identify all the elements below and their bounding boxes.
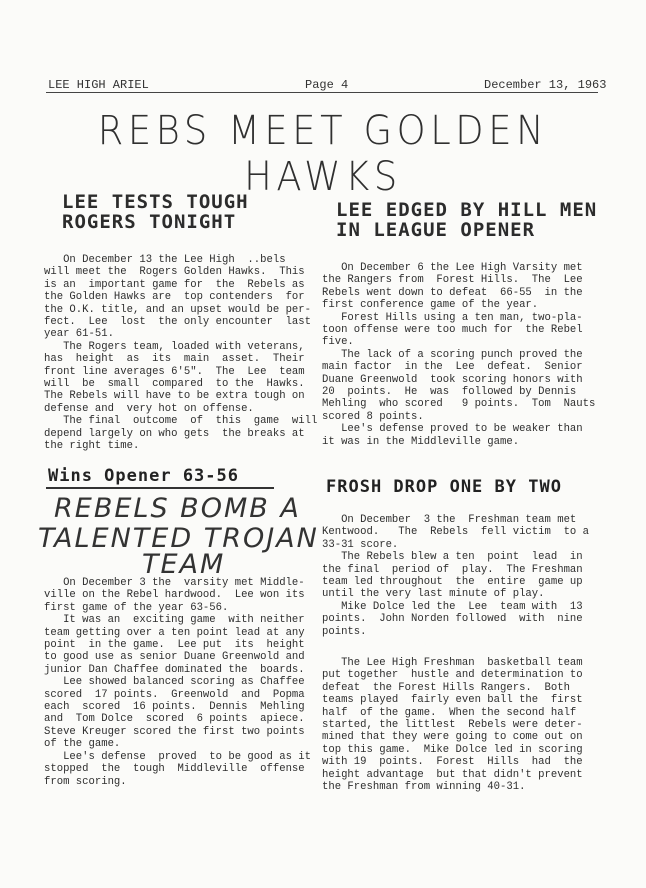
article-line: scored 17 points. Greenwold and Popma (44, 688, 305, 701)
article-line: to good use as senior Duane Greenwold and (44, 651, 305, 664)
article-line: On December 3 the Freshman team met (322, 514, 577, 526)
article-line: until the very last minute of play. (322, 588, 545, 601)
article-line: The lack of a scoring punch proved the (322, 348, 583, 361)
article-line: Steve Kreuger scored the first two points (44, 725, 305, 738)
article-line: half of the game. When the second half (322, 706, 577, 719)
paper-name: LEE HIGH ARIEL (48, 78, 149, 92)
article-line: the final period of play. The Freshman (322, 563, 583, 576)
article-line: height advantage but that didn't prevent (322, 768, 583, 781)
trojan-headline-line-3: TEAM (142, 549, 226, 580)
article-line: It was an exciting game with neither (44, 614, 305, 627)
article-line: has height as its main asset. Their (44, 353, 305, 366)
article-line: the Freshman from winning 40-31. (322, 781, 526, 794)
rogers-article-body (44, 254, 317, 453)
page-number: Page 4 (305, 78, 349, 92)
trojan-kicker: Wins Opener 63-56 (48, 466, 239, 486)
article-line: is an important game for the Rebels as (44, 278, 305, 291)
article-line: The Rebels blew a ten point lead in (322, 551, 583, 564)
forest-hills-article-body (322, 262, 595, 448)
article-line: depend largely on who gets the breaks at (44, 427, 305, 440)
article-line: defense and very hot on offense. (44, 402, 254, 415)
article-line: On December 6 the Lee High Varsity met (322, 262, 583, 274)
article-line: Kentwood. The Rebels fell victim to a (322, 526, 590, 539)
trojan-headline-line-2: TALENTED TROJAN (38, 523, 319, 554)
article-line: top this game. Mike Dolce led in scoring (322, 743, 583, 756)
article-line: points. John Norden followed with nine (322, 613, 583, 626)
article-line: ville on the Rebel hardwood. Lee won its (44, 589, 305, 602)
article-line: the Rangers from Forest Hills. The Lee (322, 274, 583, 287)
article-line: five. (322, 336, 354, 349)
article-line: mined that they were going to come out on (322, 731, 583, 744)
article-line: year 61-51. (44, 328, 114, 341)
frosh-article-body-2 (322, 657, 583, 793)
article-line: stopped the tough Middleville offense (44, 763, 305, 776)
rogers-headline (62, 192, 249, 232)
article-line: it was in the Middleville game. (322, 435, 520, 448)
article-line: first conference game of the year. (322, 299, 539, 312)
trojan-article-body (44, 577, 311, 788)
article-line: with 19 points. Forest Hills had the (322, 756, 583, 769)
article-line: Lee's defense proved to be weaker than (322, 423, 583, 436)
article-line: of the game. (44, 738, 121, 751)
article-line: front line averages 6'5". The Lee team (44, 365, 305, 378)
article-line: On December 13 the Lee High ..bels (44, 254, 286, 266)
article-line: Mike Dolce led the Lee team with 13 (322, 600, 583, 613)
article-line: The Lee High Freshman basketball team (322, 657, 583, 669)
article-line: toon offense were too much for the Rebel (322, 324, 583, 337)
article-line: 20 points. He was followed by Dennis (322, 386, 577, 399)
article-line: teams played fairly even ball the first (322, 694, 583, 707)
forest-hills-headline (336, 200, 597, 240)
article-line: the O.K. title, and an upset would be per- (44, 303, 312, 316)
article-line: each scored 16 points. Dennis Mehling (44, 701, 305, 714)
rogers-headline-line-1: LEE TESTS TOUGH (62, 191, 249, 213)
article-line: from scoring. (44, 775, 127, 788)
trojan-headline-line-1: REBELS BOMB A (54, 493, 301, 524)
article-line: The final outcome of this game will (44, 415, 318, 428)
article-line: will meet the Rogers Golden Hawks. This (44, 266, 305, 279)
article-line: On December 3 the varsity met Middle- (44, 577, 305, 589)
article-line: the Golden Hawks are top contenders for (44, 291, 305, 304)
article-line: Duane Greenwold took scoring honors with (322, 373, 583, 386)
header-rule (46, 92, 598, 93)
article-line: started, the littlest Rebels were deter- (322, 719, 583, 732)
forest-hills-headline-line-1: LEE EDGED BY HILL MEN (336, 199, 598, 221)
article-line: team getting over a ten point lead at any (44, 626, 305, 639)
article-line: scored 8 points. (322, 410, 424, 423)
article-line: The Rebels will have to be extra tough on (44, 390, 305, 403)
article-line: Lee showed balanced scoring as Chaffee (44, 676, 305, 689)
article-line: main factor in the Lee defeat. Senior (322, 361, 583, 374)
article-line: points. (322, 625, 367, 638)
article-line: team led throughout the entire game up (322, 576, 583, 589)
article-line: and Tom Dolce scored 6 points apiece. (44, 713, 305, 726)
article-line: first game of the year 63-56. (44, 601, 229, 614)
frosh-article-body (322, 514, 589, 638)
page-title: REBS MEET GOLDEN HAWKS (97, 108, 549, 200)
article-line: defeat the Forest Hills Rangers. Both (322, 681, 570, 694)
article-line: will be small compared to the Hawks. (44, 378, 305, 391)
frosh-headline: FROSH DROP ONE BY TWO (326, 477, 562, 497)
article-line: put together hustle and determination to (322, 669, 583, 682)
forest-hills-headline-line-2: IN LEAGUE OPENER (336, 219, 536, 241)
article-line: point in the game. Lee put its height (44, 639, 305, 652)
issue-date: December 13, 1963 (484, 78, 607, 92)
kicker-rule (46, 487, 274, 489)
article-line: 33-31 score. (322, 538, 399, 551)
article-line: The Rogers team, loaded with veterans, (44, 340, 305, 353)
article-line: fect. Lee lost the only encounter last (44, 316, 312, 329)
article-line: Lee's defense proved to be good as it (44, 750, 312, 763)
rogers-headline-line-2: ROGERS TONIGHT (62, 211, 237, 233)
article-line: the right time. (44, 440, 140, 453)
article-line: Rebels went down to defeat 66-55 in the (322, 286, 583, 299)
article-line: junior Dan Chaffee dominated the boards. (44, 663, 305, 676)
article-line: Mehling who scored 9 points. Tom Nauts (322, 398, 596, 411)
article-line: Forest Hills using a ten man, two-pla- (322, 311, 583, 324)
